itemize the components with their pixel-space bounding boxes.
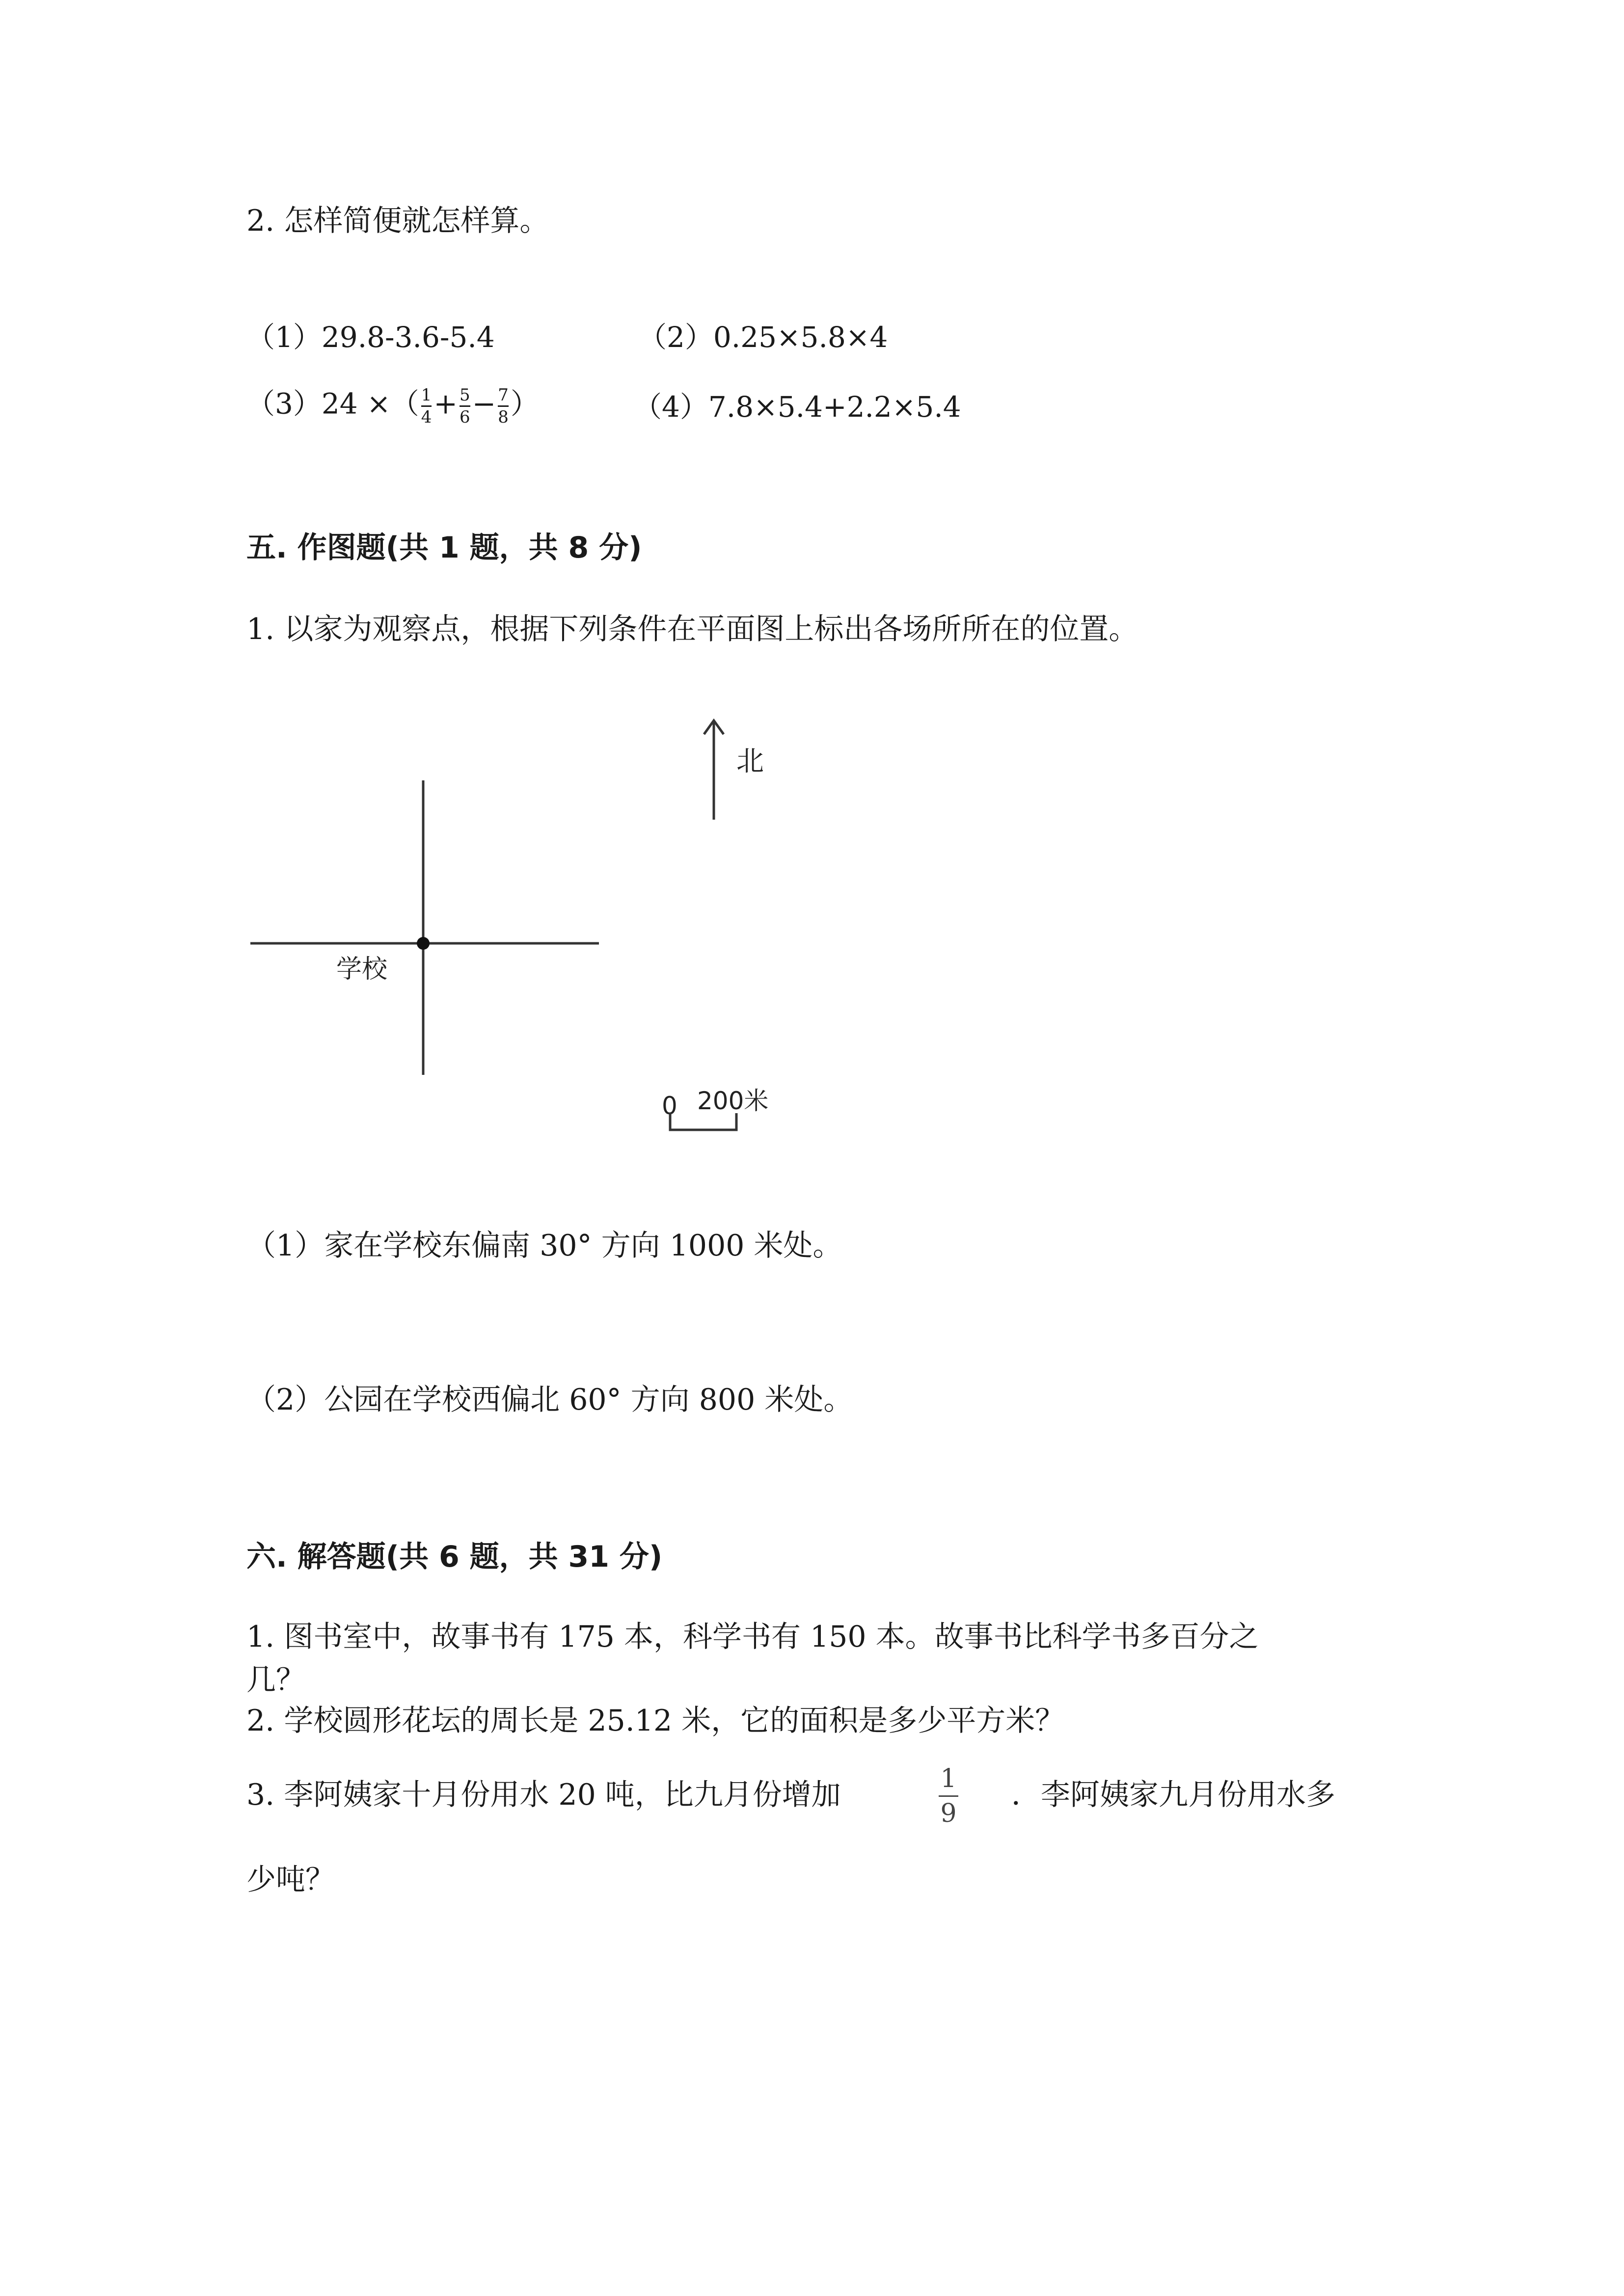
- calc-item-label: （4）: [633, 390, 708, 424]
- section-6-q1-line2: 几？: [246, 1663, 305, 1697]
- school-point: [417, 937, 430, 950]
- calc-item-4: [633, 390, 961, 424]
- fraction-numerator: 1: [940, 1764, 957, 1793]
- scale-zero-label: 0: [662, 1092, 677, 1120]
- section-5-sub2: （2）公园在学校西偏北 60° 方向 800 米处。: [246, 1383, 853, 1417]
- section-6-q3-part1: 3. 李阿姨家十月份用水 20 吨，比九月份增加: [246, 1778, 841, 1812]
- calc-expr-pre: 24 ×（: [321, 387, 419, 421]
- calc-op: +: [433, 387, 458, 421]
- calc-item-2: [638, 320, 888, 354]
- scale-bar: [670, 1113, 736, 1130]
- calc-item-expr: 0.25×5.8×4: [713, 320, 888, 354]
- section-6-q1-line1: 1. 图书室中，故事书有 175 本，科学书有 150 本。故事书比科学书多百分之: [246, 1620, 1259, 1654]
- q2-title: 2. 怎样简便就怎样算。: [246, 204, 549, 238]
- fraction-5-6: $\frac{5}{6}$: [460, 385, 470, 427]
- calc-expr-post: ）: [510, 387, 539, 421]
- fraction-7-8: $\frac{7}{8}$: [498, 385, 509, 427]
- section-5-title: 五. 作图题(共 1 题，共 8 分): [246, 531, 642, 565]
- section-6-q3-part2: ．李阿姨家九月份用水多: [1011, 1778, 1335, 1812]
- calc-item-3: [246, 387, 539, 426]
- calc-item-label: （3）: [246, 387, 322, 421]
- calc-item-1: [246, 320, 495, 354]
- section-6-q2: 2. 学校圆形花坛的周长是 25.12 米，它的面积是多少平方米？: [246, 1704, 1065, 1738]
- calc-item-expr: 7.8×5.4+2.2×5.4: [708, 390, 961, 424]
- calc-op: −: [472, 387, 496, 421]
- position-diagram: [245, 707, 805, 1148]
- fraction-1-4: $\frac{1}{4}$: [421, 385, 432, 427]
- calc-item-label: （1）: [246, 320, 322, 354]
- north-label: 北: [736, 746, 764, 777]
- scale-length-label: 200米: [697, 1087, 769, 1115]
- section-6-title: 六. 解答题(共 6 题，共 31 分): [246, 1540, 663, 1574]
- fraction-denominator: 9: [940, 1799, 957, 1828]
- school-label: 学校: [336, 955, 388, 984]
- section-5-q1: 1. 以家为观察点，根据下列条件在平面图上标出各场所所在的位置。: [246, 612, 1138, 646]
- section-5-sub1: （1）家在学校东偏南 30° 方向 1000 米处。: [246, 1228, 842, 1263]
- calc-item-expr: 29.8-3.6-5.4: [321, 320, 495, 354]
- fraction-1-9: [939, 1766, 958, 1826]
- calc-item-label: （2）: [638, 320, 713, 354]
- section-6-q3-line2: 少吨？: [246, 1863, 335, 1897]
